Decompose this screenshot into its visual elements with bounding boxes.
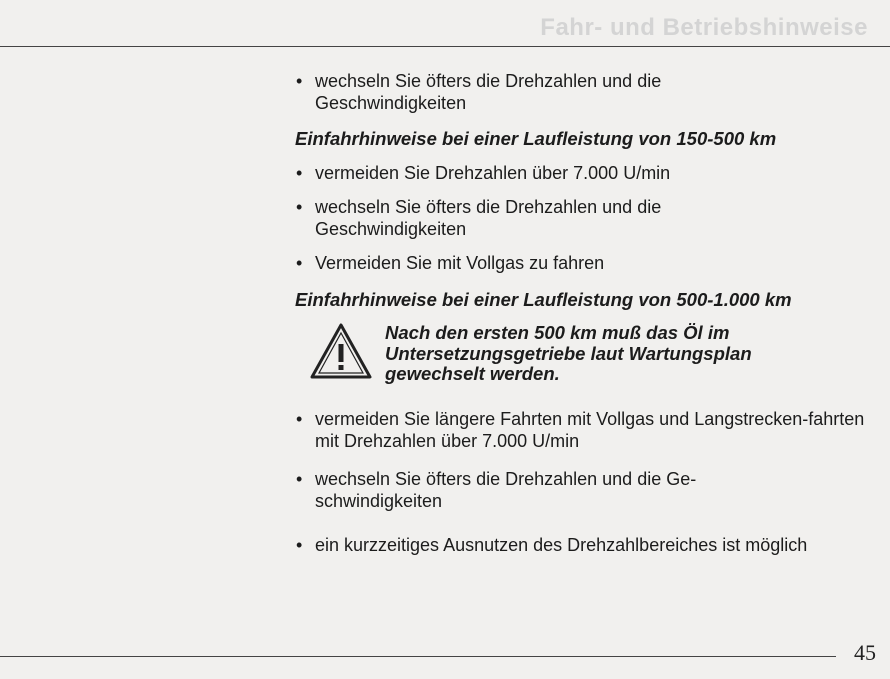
list-item-text: Vermeiden Sie mit Vollgas zu fahren [315,253,605,273]
bullet-icon: • [296,535,303,555]
list-item [295,162,755,184]
section-heading-150-500: Einfahrhinweise bei einer Laufleistung von 150-500 km [295,128,777,149]
list-item-text: wechseln Sie öfters die Drehzahlen und die Geschwindigkeiten [315,197,662,239]
warning-block [295,322,887,386]
list-item [295,196,735,240]
page-content [295,70,887,556]
list-item [295,70,735,114]
list-item [295,534,890,556]
warning-text: Nach den ersten 500 km muß das Öl im Untersetzungsgetriebe laut Wartungsplan gewechselt werden. [385,322,752,384]
bullet-icon: • [296,409,303,429]
list-item [295,408,885,452]
bullet-icon: • [296,71,303,91]
list-item-text: wechseln Sie öfters die Drehzahlen und die Geschwindigkeiten [315,71,662,113]
bullet-icon: • [296,163,303,183]
footer-rule [0,656,836,657]
list-item-text: ein kurzzeitiges Ausnutzen des Drehzahlbereiches ist möglich [315,535,808,555]
bullet-icon: • [296,253,303,273]
section-heading-500-1000: Einfahrhinweise bei einer Laufleistung von 500-1.000 km [295,289,792,310]
list-item-text: vermeiden Sie längere Fahrten mit Vollgas und Langstrecken-fahrten mit Drehzahlen über 7.000 U/min [315,409,865,451]
list-item-text: vermeiden Sie Drehzahlen über 7.000 U/min [315,163,671,183]
header-rule [0,46,890,47]
list-item-text: wechseln Sie öfters die Drehzahlen und die Ge-schwindigkeiten [315,469,697,511]
bullet-icon: • [296,197,303,217]
list-item [295,252,755,274]
bullet-icon: • [296,469,303,489]
warning-triangle-icon [309,322,373,382]
page-number: 45 [854,640,876,665]
list-item [295,468,755,512]
page-header-title: Fahr- und Betriebshinweise [540,14,868,41]
